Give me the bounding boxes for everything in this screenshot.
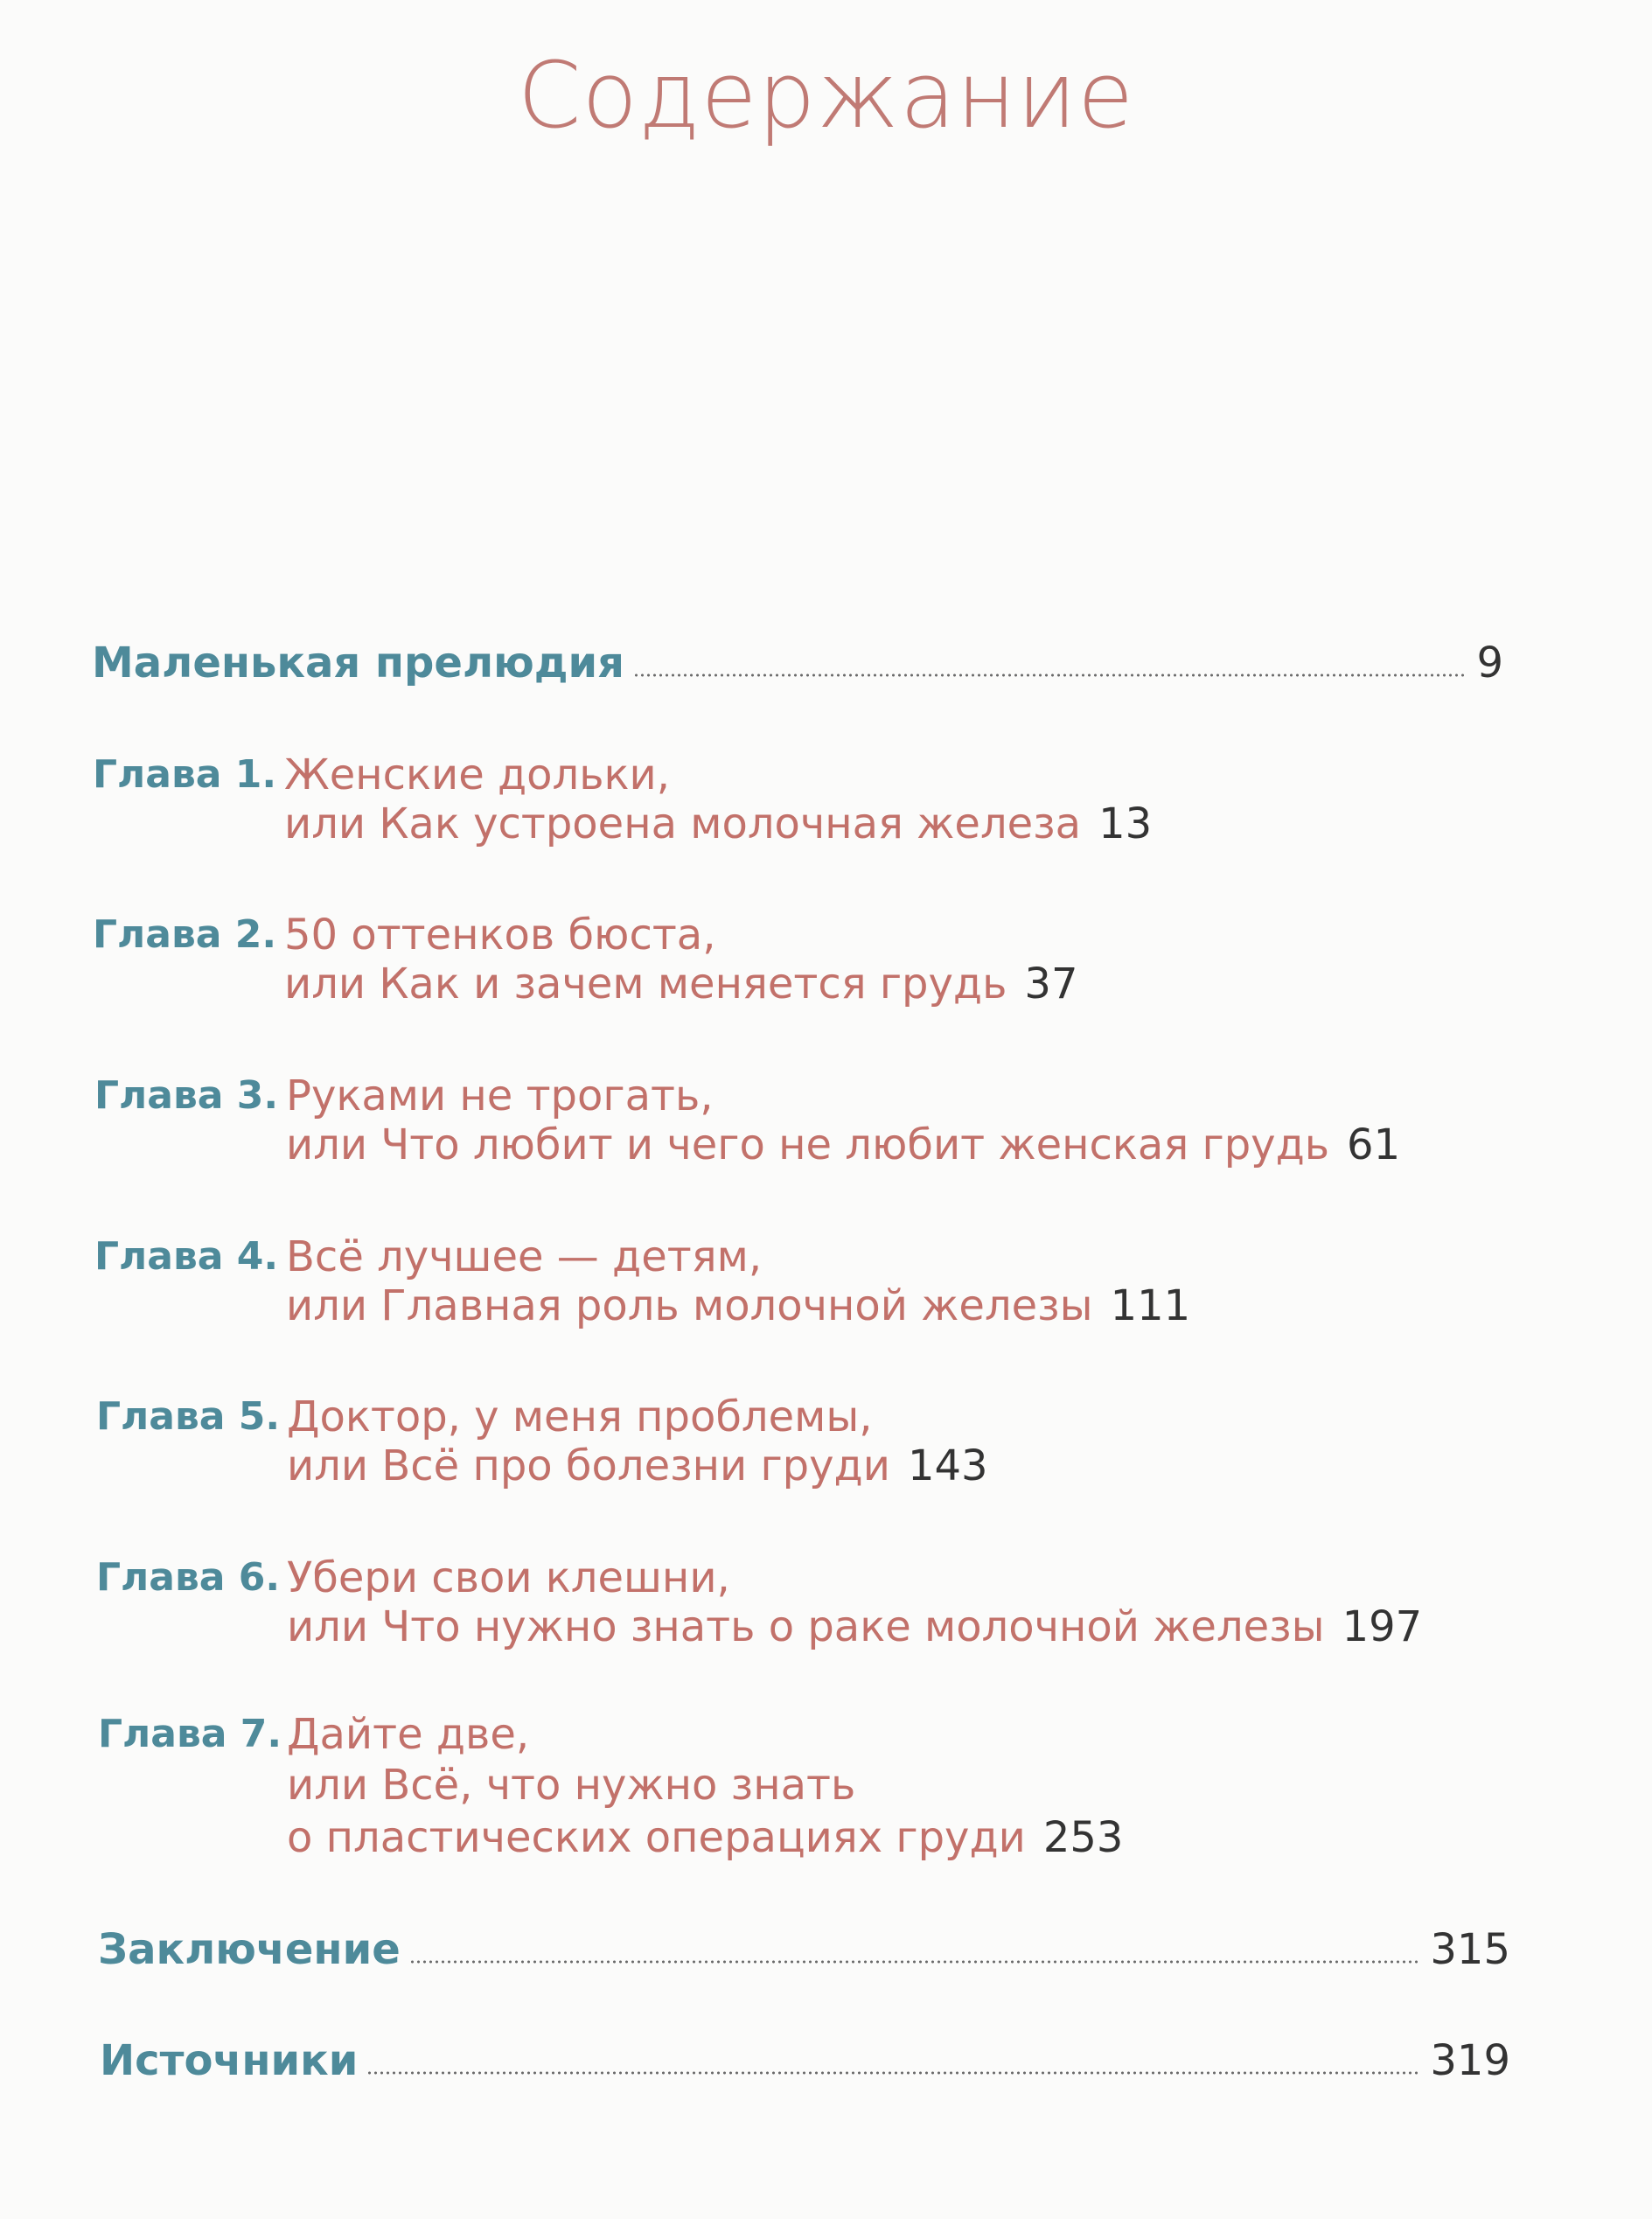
chapter-title: Доктор, у меня проблемы, <box>287 1392 873 1441</box>
chapter-subtitle: или Всё про болезни груди <box>287 1441 890 1490</box>
dot-leader <box>409 1960 1422 1964</box>
dot-leader <box>633 673 1467 677</box>
chapter-label: Глава 1. <box>93 752 277 797</box>
page-number: 13 <box>1098 799 1153 848</box>
toc-entry-conclusion[interactable] <box>98 1925 1510 1974</box>
chapter-title: Руками не трогать, <box>286 1071 714 1120</box>
page-number: 197 <box>1342 1602 1423 1651</box>
toc-entry-prelude[interactable] <box>92 638 1503 687</box>
chapter-subtitle: или Что любит и чего не любит женская грудь <box>286 1120 1330 1169</box>
chapter-label: Глава 4. <box>94 1234 279 1279</box>
section-title: Источники <box>100 2036 359 2085</box>
chapter-title: Дайте две, <box>287 1710 530 1759</box>
section-title: Маленькая прелюдия <box>92 638 624 687</box>
chapter-subtitle: или Что нужно знать о раке молочной железы <box>287 1602 1325 1651</box>
page-number: 143 <box>907 1441 988 1490</box>
chapter-title: Всё лучшее — детям, <box>286 1232 763 1281</box>
page-number: 37 <box>1024 959 1078 1008</box>
chapter-label: Глава 2. <box>93 912 277 957</box>
chapter-label: Глава 6. <box>96 1555 281 1600</box>
chapter-label: Глава 7. <box>98 1712 282 1756</box>
page-number: 111 <box>1110 1281 1191 1330</box>
chapter-subtitle: или Всё, что нужно знать <box>287 1761 856 1810</box>
chapter-label: Глава 3. <box>94 1073 279 1118</box>
section-title: Заключение <box>98 1925 401 1974</box>
chapter-subtitle: или Главная роль молочной железы <box>286 1281 1093 1330</box>
page-title: Содержание <box>517 42 1135 149</box>
chapter-title: 50 оттенков бюста, <box>284 911 716 959</box>
chapter-title: Женские дольки, <box>284 750 670 799</box>
chapter-subtitle: или Как устроена молочная железа <box>284 799 1082 848</box>
page-number: 61 <box>1347 1120 1401 1169</box>
page-number: 253 <box>1042 1813 1124 1862</box>
chapter-subtitle-cont: о пластических операциях груди <box>287 1813 1026 1862</box>
page-number: 319 <box>1430 2036 1510 2085</box>
chapter-subtitle: или Как и зачем меняется грудь <box>284 959 1007 1008</box>
dot-leader <box>366 2071 1421 2075</box>
chapter-label: Глава 5. <box>96 1394 281 1439</box>
page-number: 9 <box>1476 638 1503 687</box>
toc-entry-sources[interactable] <box>100 2036 1510 2085</box>
chapter-title: Убери свои клешни, <box>287 1553 730 1602</box>
page-number: 315 <box>1430 1925 1510 1974</box>
